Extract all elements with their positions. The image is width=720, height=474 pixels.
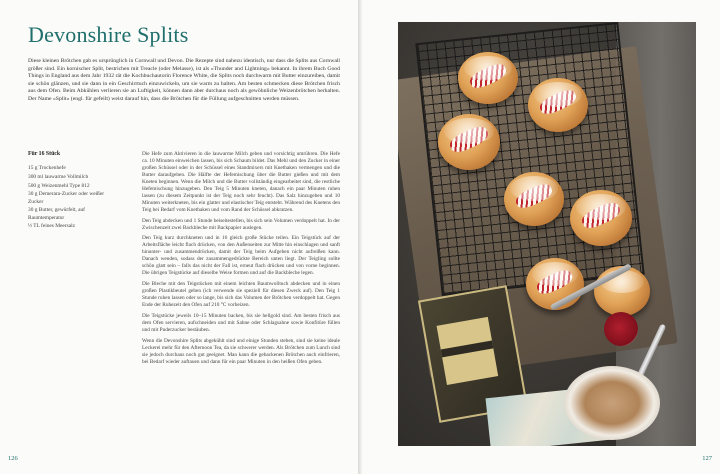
ingredient-item: 300 ml lauwarme Vollmilch xyxy=(28,173,89,180)
method-text xyxy=(142,151,340,370)
page-number-left: 126 xyxy=(8,455,18,462)
recipe-title: Devonshire Splits xyxy=(28,22,189,47)
ingredient-item: 30 g Butter, gewürfelt, auf Raumtemperatur xyxy=(28,207,85,221)
split-bun xyxy=(458,52,518,104)
recipe-intro: Diese kleinen Brötchen gab es ursprünglich in Cornwall und Devon. Die Rezepte sind nahezu identisch, nur dass die Splits aus Cornwall größer sind. Ein kornischer Split, bestrichen mit Treacle (oder Melasse), ist als »Thunder and Lightning« bekannt. In ihrem Buch Good Things in England aus dem Jahr 1932 rät die Kochbuchautorin Florence White, die Splits noch durchwarm mit Butter einzureiben, damit sie schön glänzen, und sie dann in ein Geschirrtuch einzuwickeln, um sie warm zu halten. Am besten schmecken diese Brötchen frisch aus dem Ofen. Beim Abkühlen verlieren sie an Luftigkeit, können dann aber durchaus noch als gewöhnliche Weizenbrötchen herhalten. Der Name »Split« (engl. für gefeilt) weist darauf hin, dass die Brötchen für die Füllung aufgeschnitten werden müssen. xyxy=(28,58,340,102)
method-paragraph: Die Bleche mit den Teigstücken mit einem leichten Baumwolltuch abdecken und in einen großen Plastikbeutel geben (ich verwende sie speziell für diesen Zweck auf). Den Teig 1 Stunde ruhen lassen oder so lange, bis sich das Volumen der Brötchen verdoppelt hat. Gegen Ende der Ruhezeit den Ofen auf 210 °C vorheizen. xyxy=(142,281,340,309)
left-page xyxy=(0,0,358,474)
page-number-right: 127 xyxy=(702,455,712,462)
method-paragraph: Den Teig kurz durchkneten und in 16 gleich große Stücke teilen. Ein Teigstück auf der Arbeitsfläche leicht flach drücken, von den Außenseiten zur Mitte hin einschlagen und sanft hinunter- und zusammendrücken, damit der Teig beim Aufgehen nicht aufreißen kann. Danach wenden, sodass der zusammengedrückte Bereich unten liegt. Der Teigling sollte schön glatt sein – falls das nicht der Fall ist, erneut flach drücken und von vorne beginnen. Die übrigen Teigstücke auf dieselbe Weise formen und auf die Backbleche legen. xyxy=(142,235,340,277)
right-page xyxy=(362,0,720,474)
ingredient-item: 500 g Weizenmehl Type 812 xyxy=(28,182,90,189)
ingredient-item: 30 g Demerara-Zucker oder weißer Zucker xyxy=(28,191,105,205)
teacup xyxy=(564,366,660,440)
split-bun xyxy=(438,114,500,170)
method-paragraph: Die Teigstücke jeweils 10–15 Minuten backen, bis sie hellgold sind. Am besten frisch aus dem Ofen servieren, aufschneiden und mit Sahne oder Schlagsahne sowie Konfitüre füllen und mit Puderzucker bestäuben. xyxy=(142,313,340,333)
food-photo xyxy=(398,22,696,446)
split-bun xyxy=(504,172,564,226)
ingredient-item: ½ TL feines Meersalz xyxy=(28,223,75,230)
split-bun xyxy=(570,190,632,246)
ingredients-heading: Für 16 Stück xyxy=(28,151,61,157)
method-paragraph: Die Hefe zum Aktivieren in die lauwarme Milch geben und vorsichtig umrühren. Die Hefe ca. 10 Minuten einweichen lassen, bis sich Schaum bildet. Das Mehl und den Zucker in einer großen Schüssel oder in der Schüssel eines Standmixers mit Knethaken vermengen und die Butter daraufgeben. Die Hälfte der Hefemischung über die Butter gießen und mit dem Kneten beginnen. Wenn die Milch und die Butter vollständig eingearbeitet sind, die restliche Hefemischung hinzugeben. Den Teig 5 Minuten kneten, danach ein paar Minuten ruhen lassen (zu diesem Zeitpunkt ist der Teig noch sehr feucht). Das Salz hinzugeben und 10 Minuten weiterkneten, bis ein glatter und elastischer Teig entsteht. Während des Knetens den Teig bei Bedarf vom Knethaken und vom Rand der Schüssel abkratzen. xyxy=(142,151,340,213)
jam-jar xyxy=(604,312,638,346)
method-paragraph: Wenn die Devonshire Splits abgekühlt sind und einige Stunden stehen, sind sie keine ideale Leckerei mehr für den Afternoon Tea, da sie schwerer werden. Als Brötchen zum Lunch sind sie jedoch durchaus noch gut geeignet. Man kann die gebackenen Brötchen auch einfrieren, bei Bedarf wieder auftauen und dann für ein paar Minuten in den heißen Ofen geben. xyxy=(142,337,340,365)
method-paragraph: Den Teig abdecken und 1 Stunde beiseitestellen, bis sich sein Volumen verdoppelt hat. In der Zwischenzeit zwei Backbleche mit Backpapier auslegen. xyxy=(142,217,340,231)
ingredient-item: 15 g Trockenhefe xyxy=(28,165,66,171)
split-bun xyxy=(528,78,588,132)
ingredients-list xyxy=(28,165,120,232)
